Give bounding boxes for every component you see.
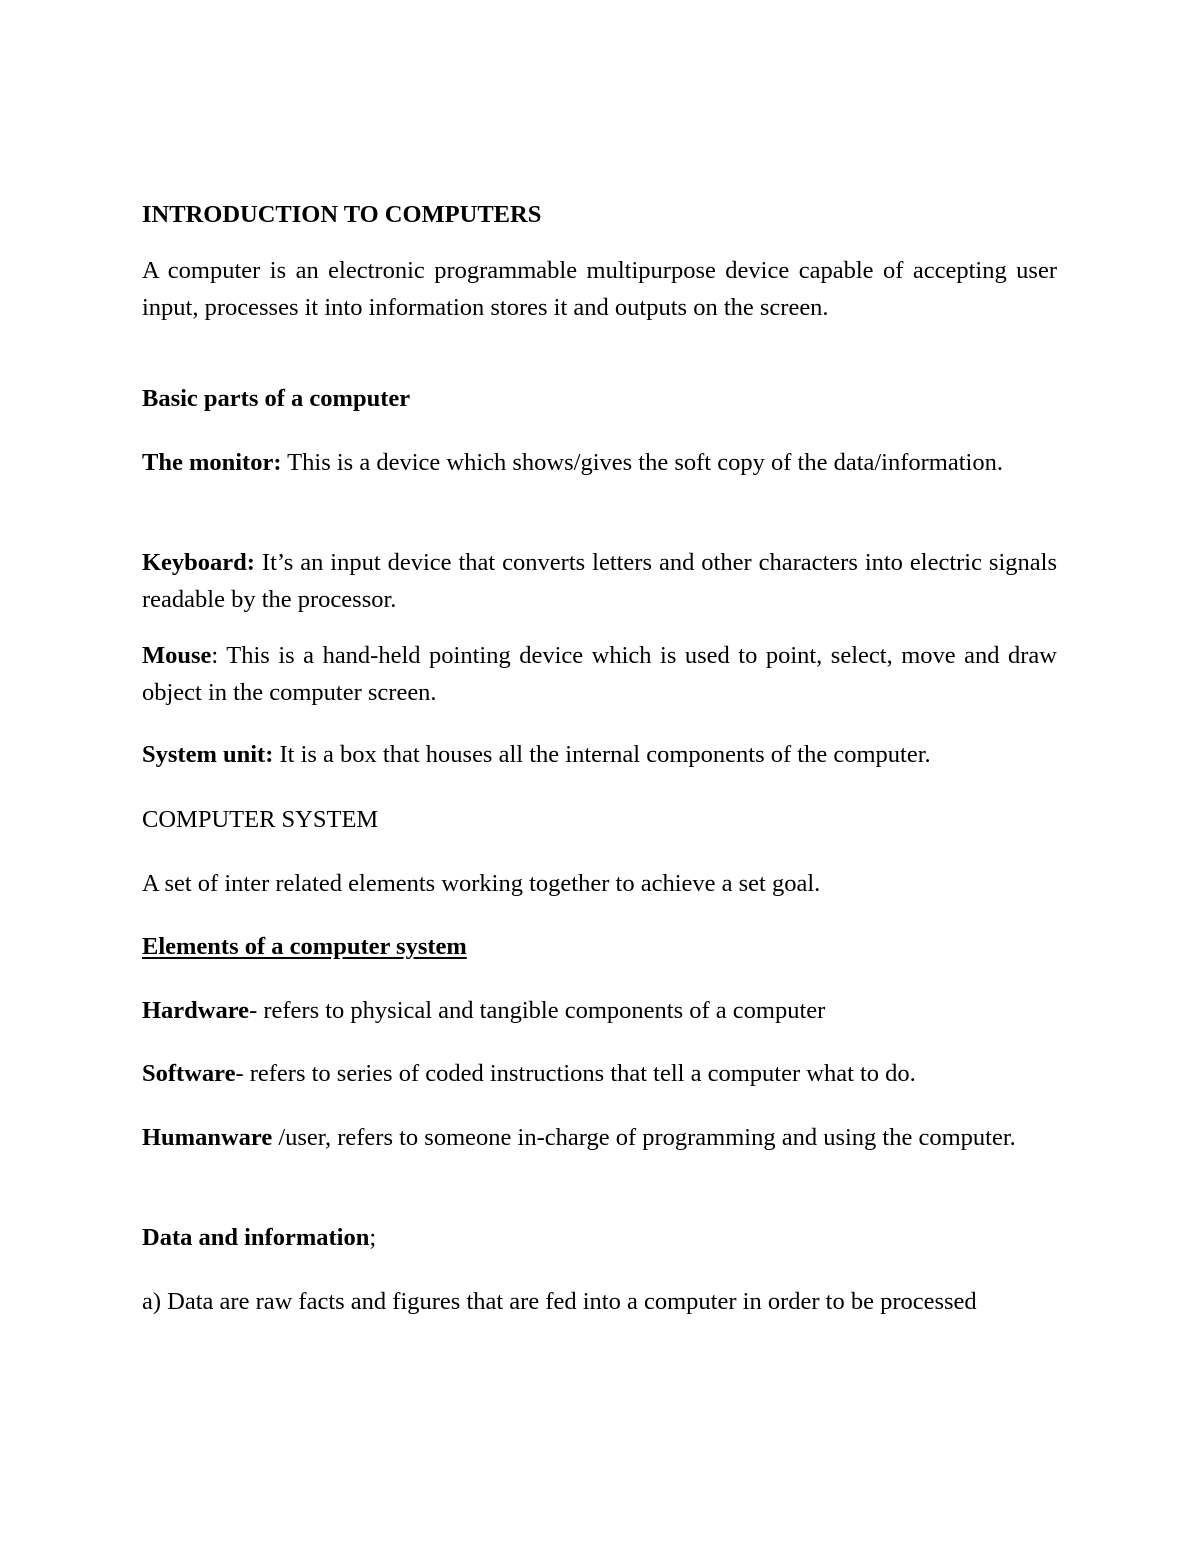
element-text: - refers to series of coded instructions that tell a computer what to do. xyxy=(235,1060,916,1087)
part-term: System unit: xyxy=(142,741,274,768)
part-text: : This is a hand-held pointing device which is used to point, select, move and draw object in the computer screen. xyxy=(142,642,1057,706)
element-term: Humanware xyxy=(142,1124,273,1151)
part-text: It is a box that houses all the internal components of the computer. xyxy=(273,741,931,768)
system-definition: A set of inter related elements working together to achieve a set goal. xyxy=(142,870,821,897)
data-point-a: a) Data are raw facts and figures that are fed into a computer in order to be processed xyxy=(142,1288,977,1315)
data-information-heading xyxy=(142,1219,1057,1256)
intro-paragraph: A computer is an electronic programmable multipurpose device capable of accepting user input, processes it into information stores it and outputs on the screen. xyxy=(142,257,1057,321)
element-text: /user, refers to someone in-charge of programming and using the computer. xyxy=(272,1124,1016,1151)
computer-system-heading: COMPUTER SYSTEM xyxy=(142,806,379,833)
basic-parts-heading: Basic parts of a computer xyxy=(142,385,411,412)
part-text: It’s an input device that converts letters and other characters into electric signals readable by the processor. xyxy=(142,549,1057,613)
part-keyboard xyxy=(142,544,1057,618)
data-heading-text: Data and information xyxy=(142,1224,370,1251)
elements-heading xyxy=(142,928,1057,965)
part-term: The monitor: xyxy=(142,449,282,476)
part-text: This is a device which shows/gives the soft copy of the data/information. xyxy=(281,449,1003,476)
element-software xyxy=(142,1055,1057,1092)
element-term: Hardware xyxy=(142,997,250,1024)
element-humanware xyxy=(142,1119,1057,1156)
elements-heading-text: Elements of a computer system xyxy=(142,933,467,960)
document-title: INTRODUCTION TO COMPUTERS xyxy=(142,201,542,228)
part-monitor xyxy=(142,444,1057,481)
element-text: - refers to physical and tangible components of a computer xyxy=(249,997,826,1024)
part-term: Mouse xyxy=(142,642,212,669)
element-hardware xyxy=(142,992,1057,1029)
element-term: Software xyxy=(142,1060,236,1087)
part-system-unit xyxy=(142,736,1057,773)
part-term: Keyboard: xyxy=(142,549,255,576)
data-heading-suffix: ; xyxy=(369,1224,377,1251)
part-mouse xyxy=(142,637,1057,711)
